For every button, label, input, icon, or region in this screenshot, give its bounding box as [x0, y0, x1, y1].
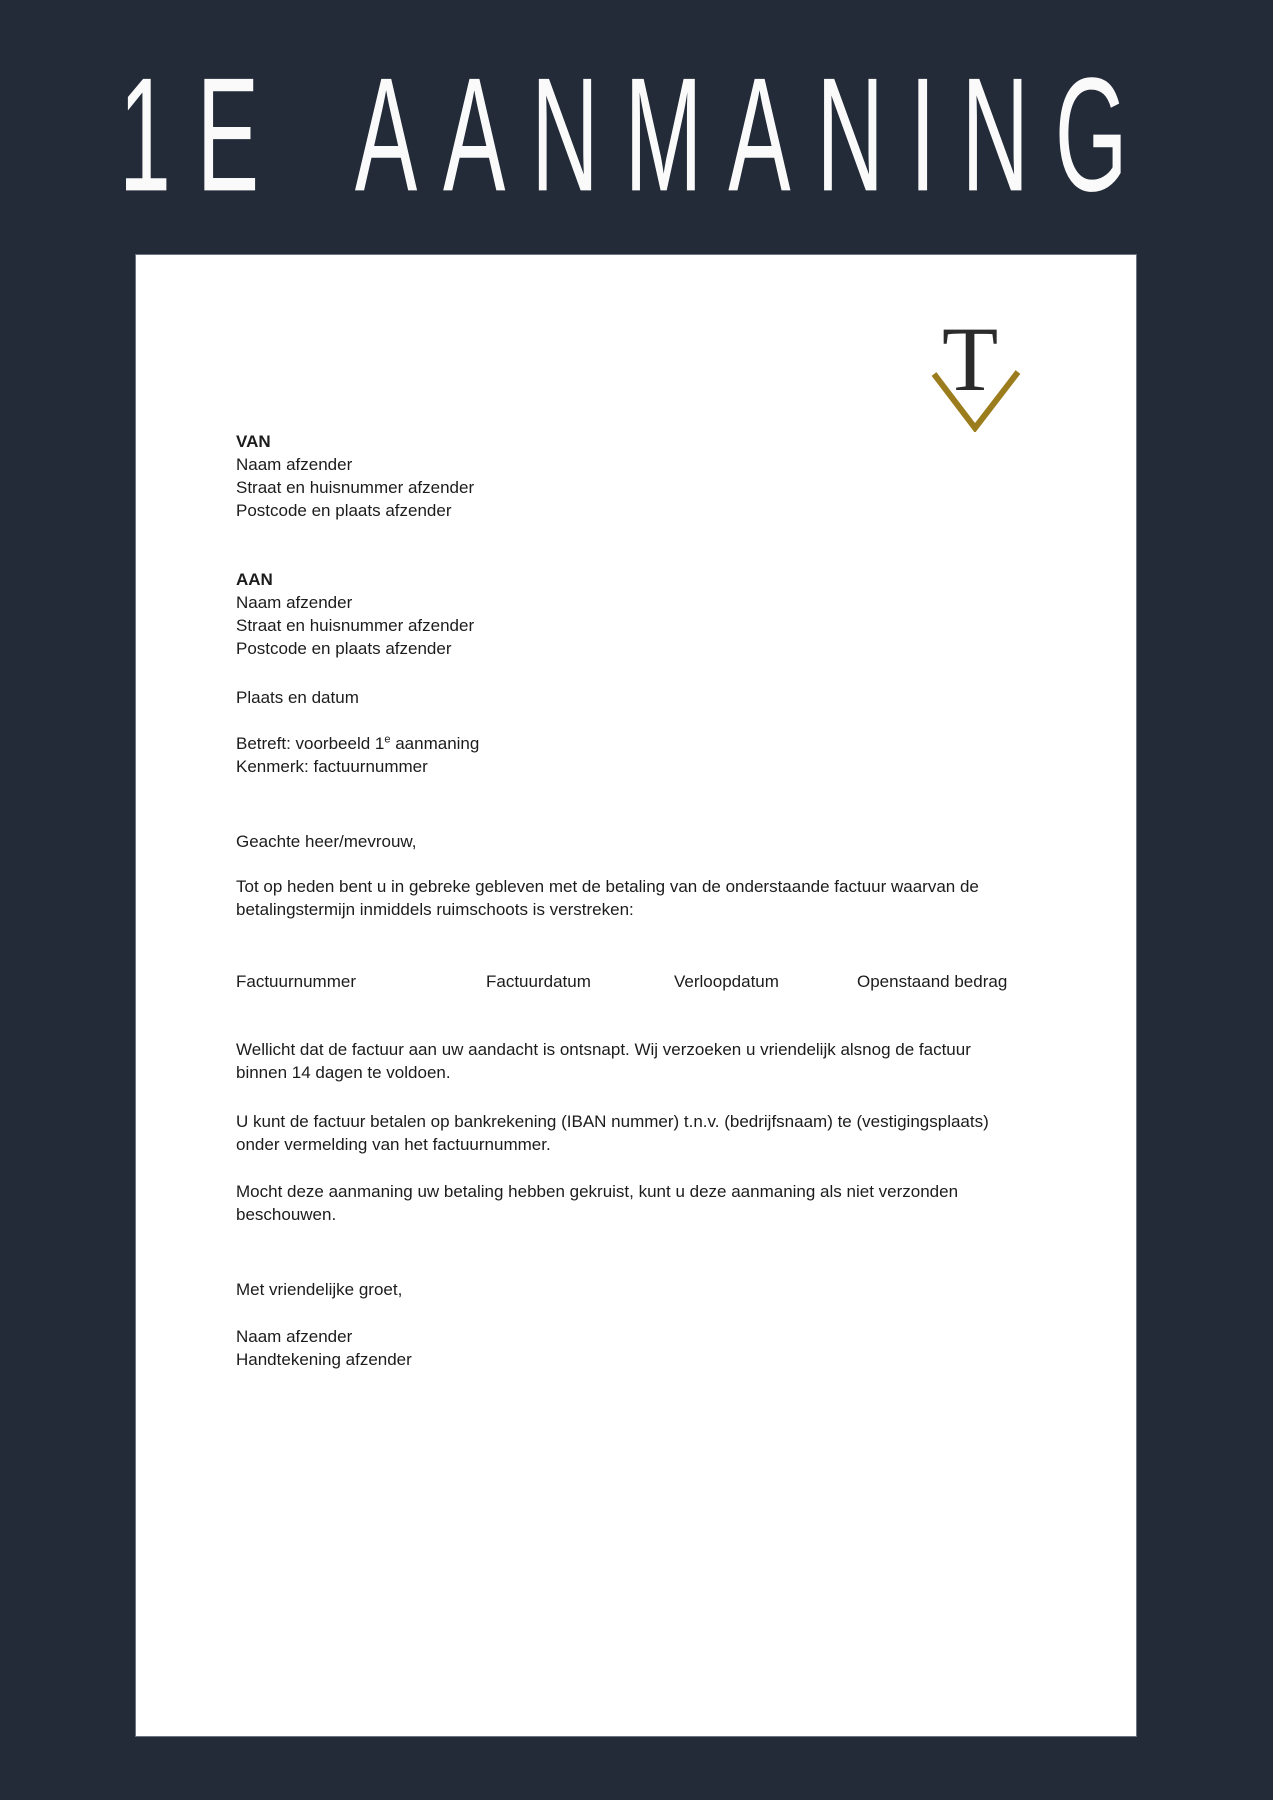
signature-block	[236, 1325, 412, 1371]
sender-block	[236, 430, 474, 522]
crossed-paragraph	[236, 1180, 958, 1226]
reminder-line-2: binnen 14 dagen te voldoen.	[236, 1063, 451, 1082]
logo-t-monogram: T	[942, 308, 999, 410]
column-due-date: Verloopdatum	[674, 972, 779, 991]
column-invoice-number: Factuurnummer	[236, 972, 356, 991]
subject-prefix: Betreft: voorbeeld 1	[236, 734, 385, 753]
intro-line-2: betalingstermijn inmiddels ruimschoots is verstreken:	[236, 900, 634, 919]
recipient-postcode: Postcode en plaats afzender	[236, 639, 452, 658]
page-title: 1E AANMANING	[119, 44, 1154, 225]
crossed-line-2: beschouwen.	[236, 1205, 337, 1224]
salutation: Geachte heer/mevrouw,	[236, 832, 417, 851]
recipient-street: Straat en huisnummer afzender	[236, 616, 475, 635]
reminder-paragraph	[236, 1038, 971, 1084]
recipient-label: AAN	[236, 570, 273, 589]
subject-block	[236, 732, 479, 778]
payment-line-1: U kunt de factuur betalen op bankrekening (IBAN nummer) t.n.v. (bedrijfsnaam) te (vestigingsplaats)	[236, 1112, 989, 1131]
sender-postcode: Postcode en plaats afzender	[236, 501, 452, 520]
letter-page	[136, 255, 1136, 1736]
column-invoice-date: Factuurdatum	[486, 972, 591, 991]
sender-name: Naam afzender	[236, 455, 353, 474]
invoice-table-header	[136, 970, 1136, 993]
signature-handwriting: Handtekening afzender	[236, 1350, 412, 1369]
crossed-line-1: Mocht deze aanmaning uw betaling hebben gekruist, kunt u deze aanmaning als niet verzonden	[236, 1182, 959, 1201]
place-date: Plaats en datum	[236, 688, 359, 707]
recipient-block	[236, 568, 474, 660]
intro-paragraph	[236, 875, 979, 921]
subject-line	[236, 732, 479, 755]
reminder-line-1: Wellicht dat de factuur aan uw aandacht is ontsnapt. Wij verzoeken u vriendelijk alsnog de factuur	[236, 1040, 971, 1059]
column-outstanding-amount: Openstaand bedrag	[857, 972, 1008, 991]
banner	[0, 0, 1273, 255]
payment-paragraph	[236, 1110, 989, 1156]
recipient-name: Naam afzender	[236, 593, 353, 612]
payment-line-2: onder vermelding van het factuurnummer.	[236, 1135, 551, 1154]
subject-ordinal: e	[384, 733, 391, 746]
reference-line: Kenmerk: factuurnummer	[236, 757, 428, 776]
sender-street: Straat en huisnummer afzender	[236, 478, 475, 497]
sender-label: VAN	[236, 432, 271, 451]
closing: Met vriendelijke groet,	[236, 1280, 403, 1299]
subject-suffix: aanmaning	[390, 734, 480, 753]
intro-line-1: Tot op heden bent u in gebreke gebleven met de betaling van de onderstaande factuur waarvan de	[236, 877, 979, 896]
signature-name: Naam afzender	[236, 1327, 353, 1346]
